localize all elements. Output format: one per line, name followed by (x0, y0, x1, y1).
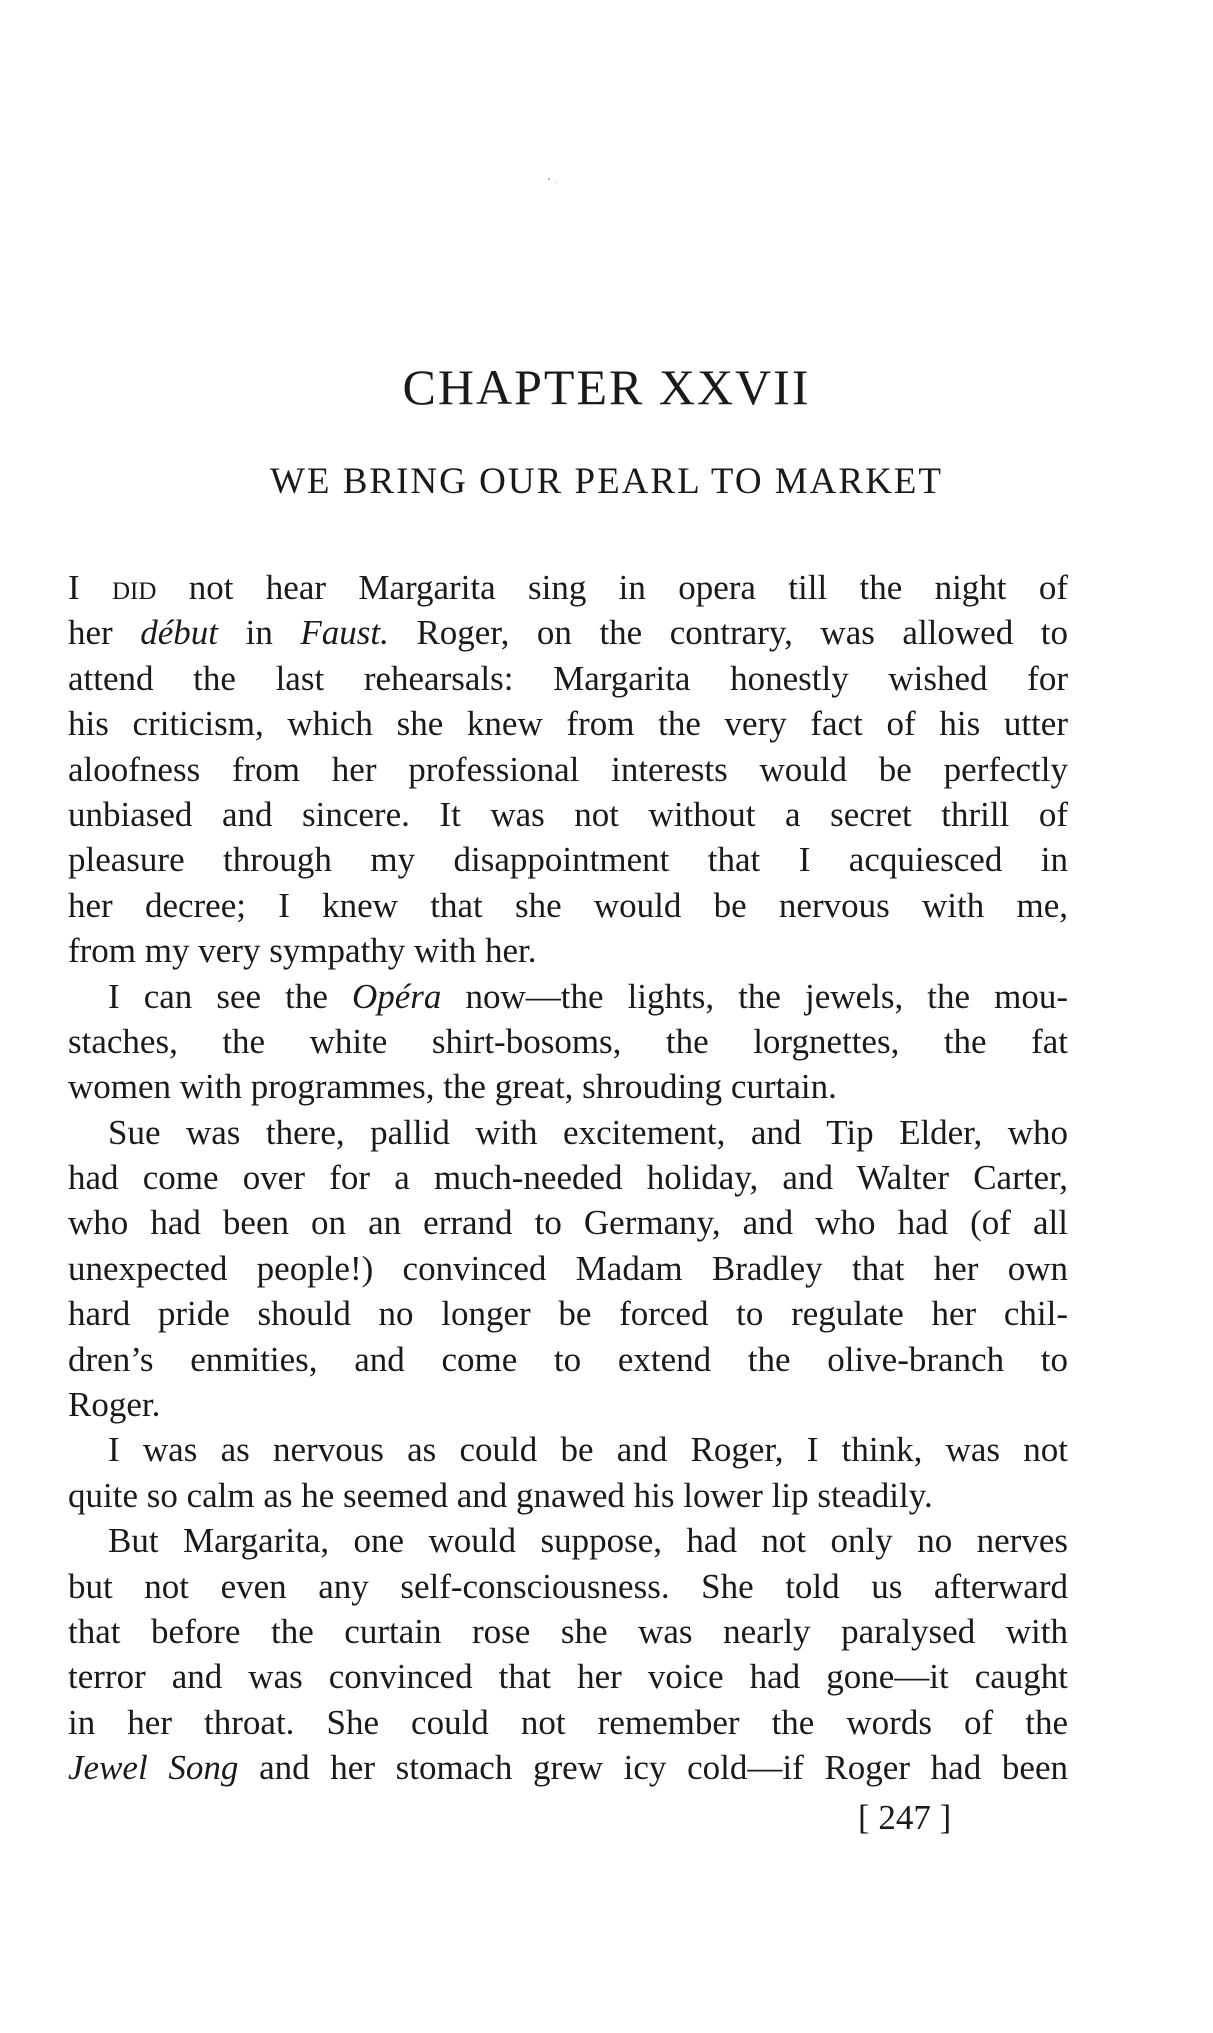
text-line: that before the curtain rose she was nearly paralysed with (68, 1611, 1068, 1651)
italic-word: début (140, 613, 219, 653)
text-line: terror and was convinced that her voice had gone—it caught (68, 1657, 1068, 1697)
text-run: I (68, 568, 112, 607)
text-line: I was as nervous as could be and Roger, I think, was not (108, 1430, 1068, 1470)
text-line: had come over for a much-needed holiday, and Walter Carter, (68, 1158, 1068, 1198)
text-line: pleasure through my disappointment that I acquiesced in (68, 840, 1068, 880)
text-line: staches, the white shirt-bosoms, the lorgnettes, the fat (68, 1021, 1068, 1061)
text-line: women with programmes, the great, shrouding curtain. (68, 1067, 837, 1107)
paper-speck (556, 182, 557, 183)
text-run: not hear Margarita sing in opera till the night of (156, 568, 1068, 607)
italic-word: Jewel Song (68, 1748, 239, 1788)
text-line: attend the last rehearsals: Margarita honestly wished for (68, 658, 1068, 698)
small-caps-word: did (111, 568, 157, 607)
text-run: her (68, 613, 141, 653)
text-line: Sue was there, pallid with excitement, and Tip Elder, who (108, 1112, 1068, 1152)
text-line: aloofness from her professional interests would be perfectly (68, 749, 1068, 789)
text-run: in (218, 613, 301, 653)
text-line: in her throat. She could not remember the words of the (68, 1702, 1068, 1742)
text-line (68, 565, 1068, 610)
text-line: his criticism, which she knew from the very fact of his utter (68, 704, 1068, 744)
text-line: Roger. (68, 1385, 161, 1425)
text-line: her decree; I knew that she would be nervous with me, (68, 885, 1068, 925)
italic-word: Faust. (300, 613, 389, 653)
text-line: quite so calm as he seemed and gnawed his lower lip steadily. (68, 1475, 933, 1515)
chapter-body (68, 565, 1068, 1791)
text-run: Roger, on the contrary, was allowed to (388, 613, 1068, 653)
text-line: hard pride should no longer be forced to regulate her chil- (68, 1294, 1068, 1334)
text-line: unbiased and sincere. It was not without a secret thrill of (68, 794, 1068, 834)
text-line: unexpected people!) convinced Madam Bradley that her own (68, 1248, 1068, 1288)
text-line: from my very sympathy with her. (68, 931, 537, 971)
text-line (68, 1745, 1068, 1790)
italic-word: Opéra (351, 976, 442, 1016)
page-number: [ 247 ] (858, 1798, 952, 1837)
chapter-subtitle: WE BRING OUR PEARL TO MARKET (269, 461, 944, 502)
paper-speck (548, 178, 550, 180)
text-line: dren’s enmities, and come to extend the olive-branch to (68, 1339, 1068, 1379)
text-line: But Margarita, one would suppose, had not only no nerves (108, 1521, 1068, 1561)
text-line (68, 610, 1068, 655)
text-run: and her stomach grew icy cold—if Roger had been (238, 1748, 1068, 1788)
text-line: but not even any self-consciousness. She told us afterward (68, 1566, 1068, 1606)
chapter-title: CHAPTER XXVII (402, 359, 811, 415)
text-run: now—the lights, the jewels, the mou- (441, 976, 1068, 1016)
text-line (68, 974, 1068, 1019)
text-run: I can see the (108, 976, 352, 1016)
text-line: who had been on an errand to Germany, and who had (of all (68, 1203, 1068, 1243)
